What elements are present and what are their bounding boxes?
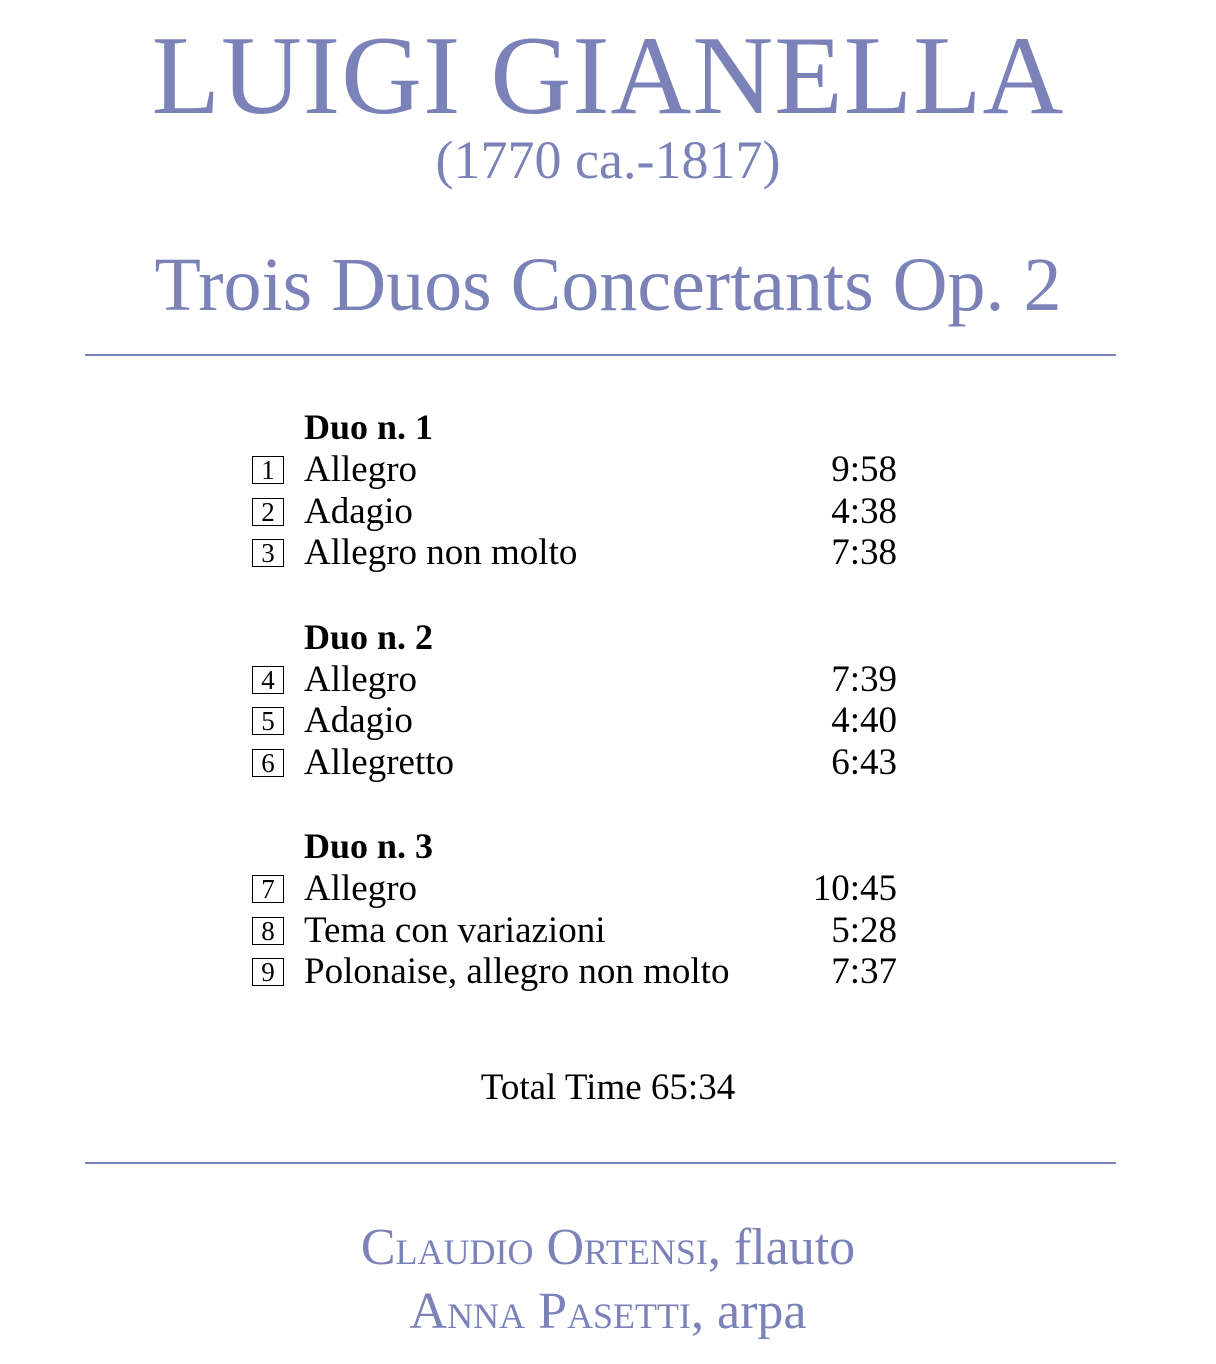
top-divider (85, 354, 1116, 356)
track-title: Allegro non molto (304, 532, 578, 573)
performer-harp (0, 1280, 1216, 1344)
track-duration: 9:58 (831, 449, 897, 490)
track-number: 1 (252, 456, 284, 484)
tracklist (252, 405, 902, 1034)
performer-role: , arpa (690, 1283, 807, 1340)
track-number: 2 (252, 498, 284, 526)
track-title: Allegro (304, 868, 418, 909)
composer-name: LUIGI GIANELLA (151, 14, 1065, 138)
track-row (252, 910, 902, 952)
track-row (252, 659, 902, 701)
track-row (252, 532, 902, 574)
track-row (252, 700, 902, 742)
duo-group-2 (252, 615, 902, 784)
track-row (252, 951, 902, 993)
track-title: Allegro (304, 658, 418, 700)
track-duration: 5:28 (831, 909, 897, 951)
track-duration: 7:37 (831, 951, 897, 992)
performer-role: , flauto (707, 1219, 856, 1276)
track-number: 4 (252, 666, 284, 694)
performers (0, 1216, 1216, 1344)
composer-dates: (1770 ca.-1817) (435, 130, 781, 190)
duo-group-3 (252, 824, 902, 993)
work-title: Trois Duos Concertants Op. 2 (154, 243, 1062, 327)
track-row (252, 449, 902, 491)
track-row (252, 868, 902, 910)
performer-flute (0, 1216, 1216, 1280)
performer-name: Anna Pasetti (409, 1283, 691, 1340)
track-duration: 10:45 (812, 868, 897, 909)
track-row (252, 742, 902, 784)
track-number: 9 (252, 958, 284, 986)
track-number: 5 (252, 707, 284, 735)
duo-title: Duo n. 1 (304, 407, 434, 447)
track-duration: 7:39 (831, 658, 897, 700)
duo-group-1 (252, 405, 902, 574)
track-number: 3 (252, 539, 284, 567)
track-duration: 4:40 (831, 700, 897, 741)
track-title: Adagio (304, 490, 413, 532)
track-row (252, 491, 902, 533)
bottom-divider (85, 1162, 1116, 1164)
track-duration: 7:38 (831, 532, 897, 573)
track-duration: 4:38 (831, 490, 897, 532)
track-title: Tema con variazioni (304, 909, 606, 951)
track-title: Polonaise, allegro non molto (304, 951, 730, 992)
track-title: Allegretto (304, 741, 455, 783)
track-number: 8 (252, 917, 284, 945)
track-duration: 6:43 (831, 741, 897, 783)
total-time: Total Time 65:34 (480, 1067, 736, 1108)
track-number: 7 (252, 875, 284, 903)
track-title: Adagio (304, 700, 413, 741)
track-number: 6 (252, 749, 284, 777)
duo-title: Duo n. 3 (304, 826, 434, 866)
duo-title: Duo n. 2 (304, 616, 434, 657)
track-title: Allegro (304, 449, 418, 490)
performer-name: Claudio Ortensi (360, 1219, 708, 1276)
